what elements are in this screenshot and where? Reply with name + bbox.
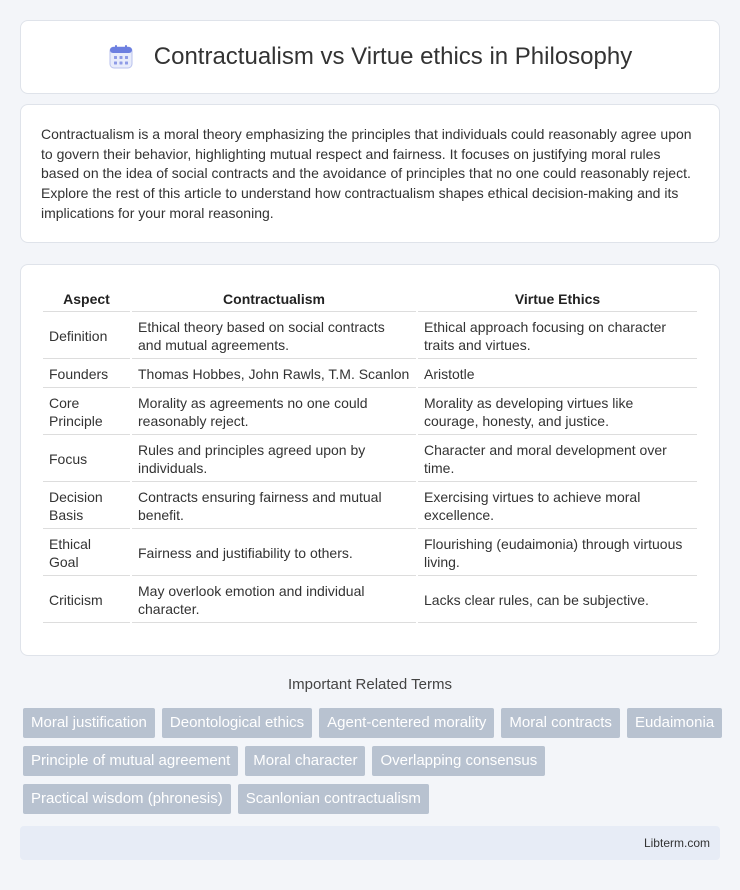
comparison-card	[20, 264, 720, 656]
related-term-tag[interactable]: Agent-centered morality	[319, 708, 494, 738]
table-cell: Fairness and justifiability to others.	[132, 531, 416, 576]
table-cell: Character and moral development over time.	[418, 437, 697, 482]
table-row	[43, 314, 697, 359]
header-contractualism: Contractualism	[132, 287, 416, 312]
footer-site-link[interactable]: Libterm.com	[643, 836, 710, 850]
related-terms-title: Important Related Terms	[288, 676, 452, 693]
related-term-tag[interactable]: Deontological ethics	[162, 708, 312, 738]
header-aspect: Aspect	[43, 287, 130, 312]
table-row	[43, 484, 697, 529]
table-row	[43, 578, 697, 623]
related-term-tag[interactable]: Principle of mutual agreement	[23, 746, 238, 776]
table-cell: Lacks clear rules, can be subjective.	[418, 578, 697, 623]
table-cell: May overlook emotion and individual character.	[132, 578, 416, 623]
related-term-tag[interactable]: Scanlonian contractualism	[238, 784, 429, 814]
table-cell: Focus	[43, 437, 130, 482]
header-card	[20, 20, 720, 94]
table-cell: Ethical Goal	[43, 531, 130, 576]
related-term-tag[interactable]: Moral contracts	[501, 708, 620, 738]
table-cell: Aristotle	[418, 361, 697, 388]
related-term-tag[interactable]: Eudaimonia	[627, 708, 722, 738]
calendar-icon	[108, 44, 134, 70]
table-cell: Flourishing (eudaimonia) through virtuous living.	[418, 531, 697, 576]
table-cell: Ethical approach focusing on character traits and virtues.	[418, 314, 697, 359]
related-term-tag[interactable]: Moral character	[245, 746, 365, 776]
table-cell: Rules and principles agreed upon by individuals.	[132, 437, 416, 482]
related-term-tag[interactable]: Practical wisdom (phronesis)	[23, 784, 231, 814]
table-cell: Core Principle	[43, 390, 130, 435]
table-row	[43, 390, 697, 435]
page-title: Contractualism vs Virtue ethics in Philosophy	[153, 43, 633, 70]
table-cell: Criticism	[43, 578, 130, 623]
table-cell: Definition	[43, 314, 130, 359]
header-virtue-ethics: Virtue Ethics	[418, 287, 697, 312]
table-cell: Thomas Hobbes, John Rawls, T.M. Scanlon	[132, 361, 416, 388]
table-row	[43, 531, 697, 576]
related-term-tag[interactable]: Moral justification	[23, 708, 155, 738]
table-cell: Exercising virtues to achieve moral excellence.	[418, 484, 697, 529]
table-cell: Ethical theory based on social contracts and mutual agreements.	[132, 314, 416, 359]
related-terms-list	[23, 708, 723, 814]
table-row	[43, 437, 697, 482]
table-cell: Decision Basis	[43, 484, 130, 529]
table-cell: Founders	[43, 361, 130, 388]
intro-paragraph: Contractualism is a moral theory emphasizing the principles that individuals could reasonably agree upon to govern their behavior, highlighting mutual respect and fairness. It focuses on justifying moral rules based on the idea of social contracts and the avoidance of principles that no one could reasonably reject. Explore the rest of this article to understand how contractualism shapes ethical decision-making and its implications for your moral reasoning.	[41, 126, 692, 221]
table-header-row	[43, 287, 697, 312]
table-cell: Morality as developing virtues like courage, honesty, and justice.	[418, 390, 697, 435]
table-cell: Contracts ensuring fairness and mutual benefit.	[132, 484, 416, 529]
table-cell: Morality as agreements no one could reasonably reject.	[132, 390, 416, 435]
comparison-table	[41, 285, 699, 625]
table-row	[43, 361, 697, 388]
related-term-tag[interactable]: Overlapping consensus	[372, 746, 545, 776]
footer	[20, 826, 720, 860]
intro-card	[20, 104, 720, 243]
